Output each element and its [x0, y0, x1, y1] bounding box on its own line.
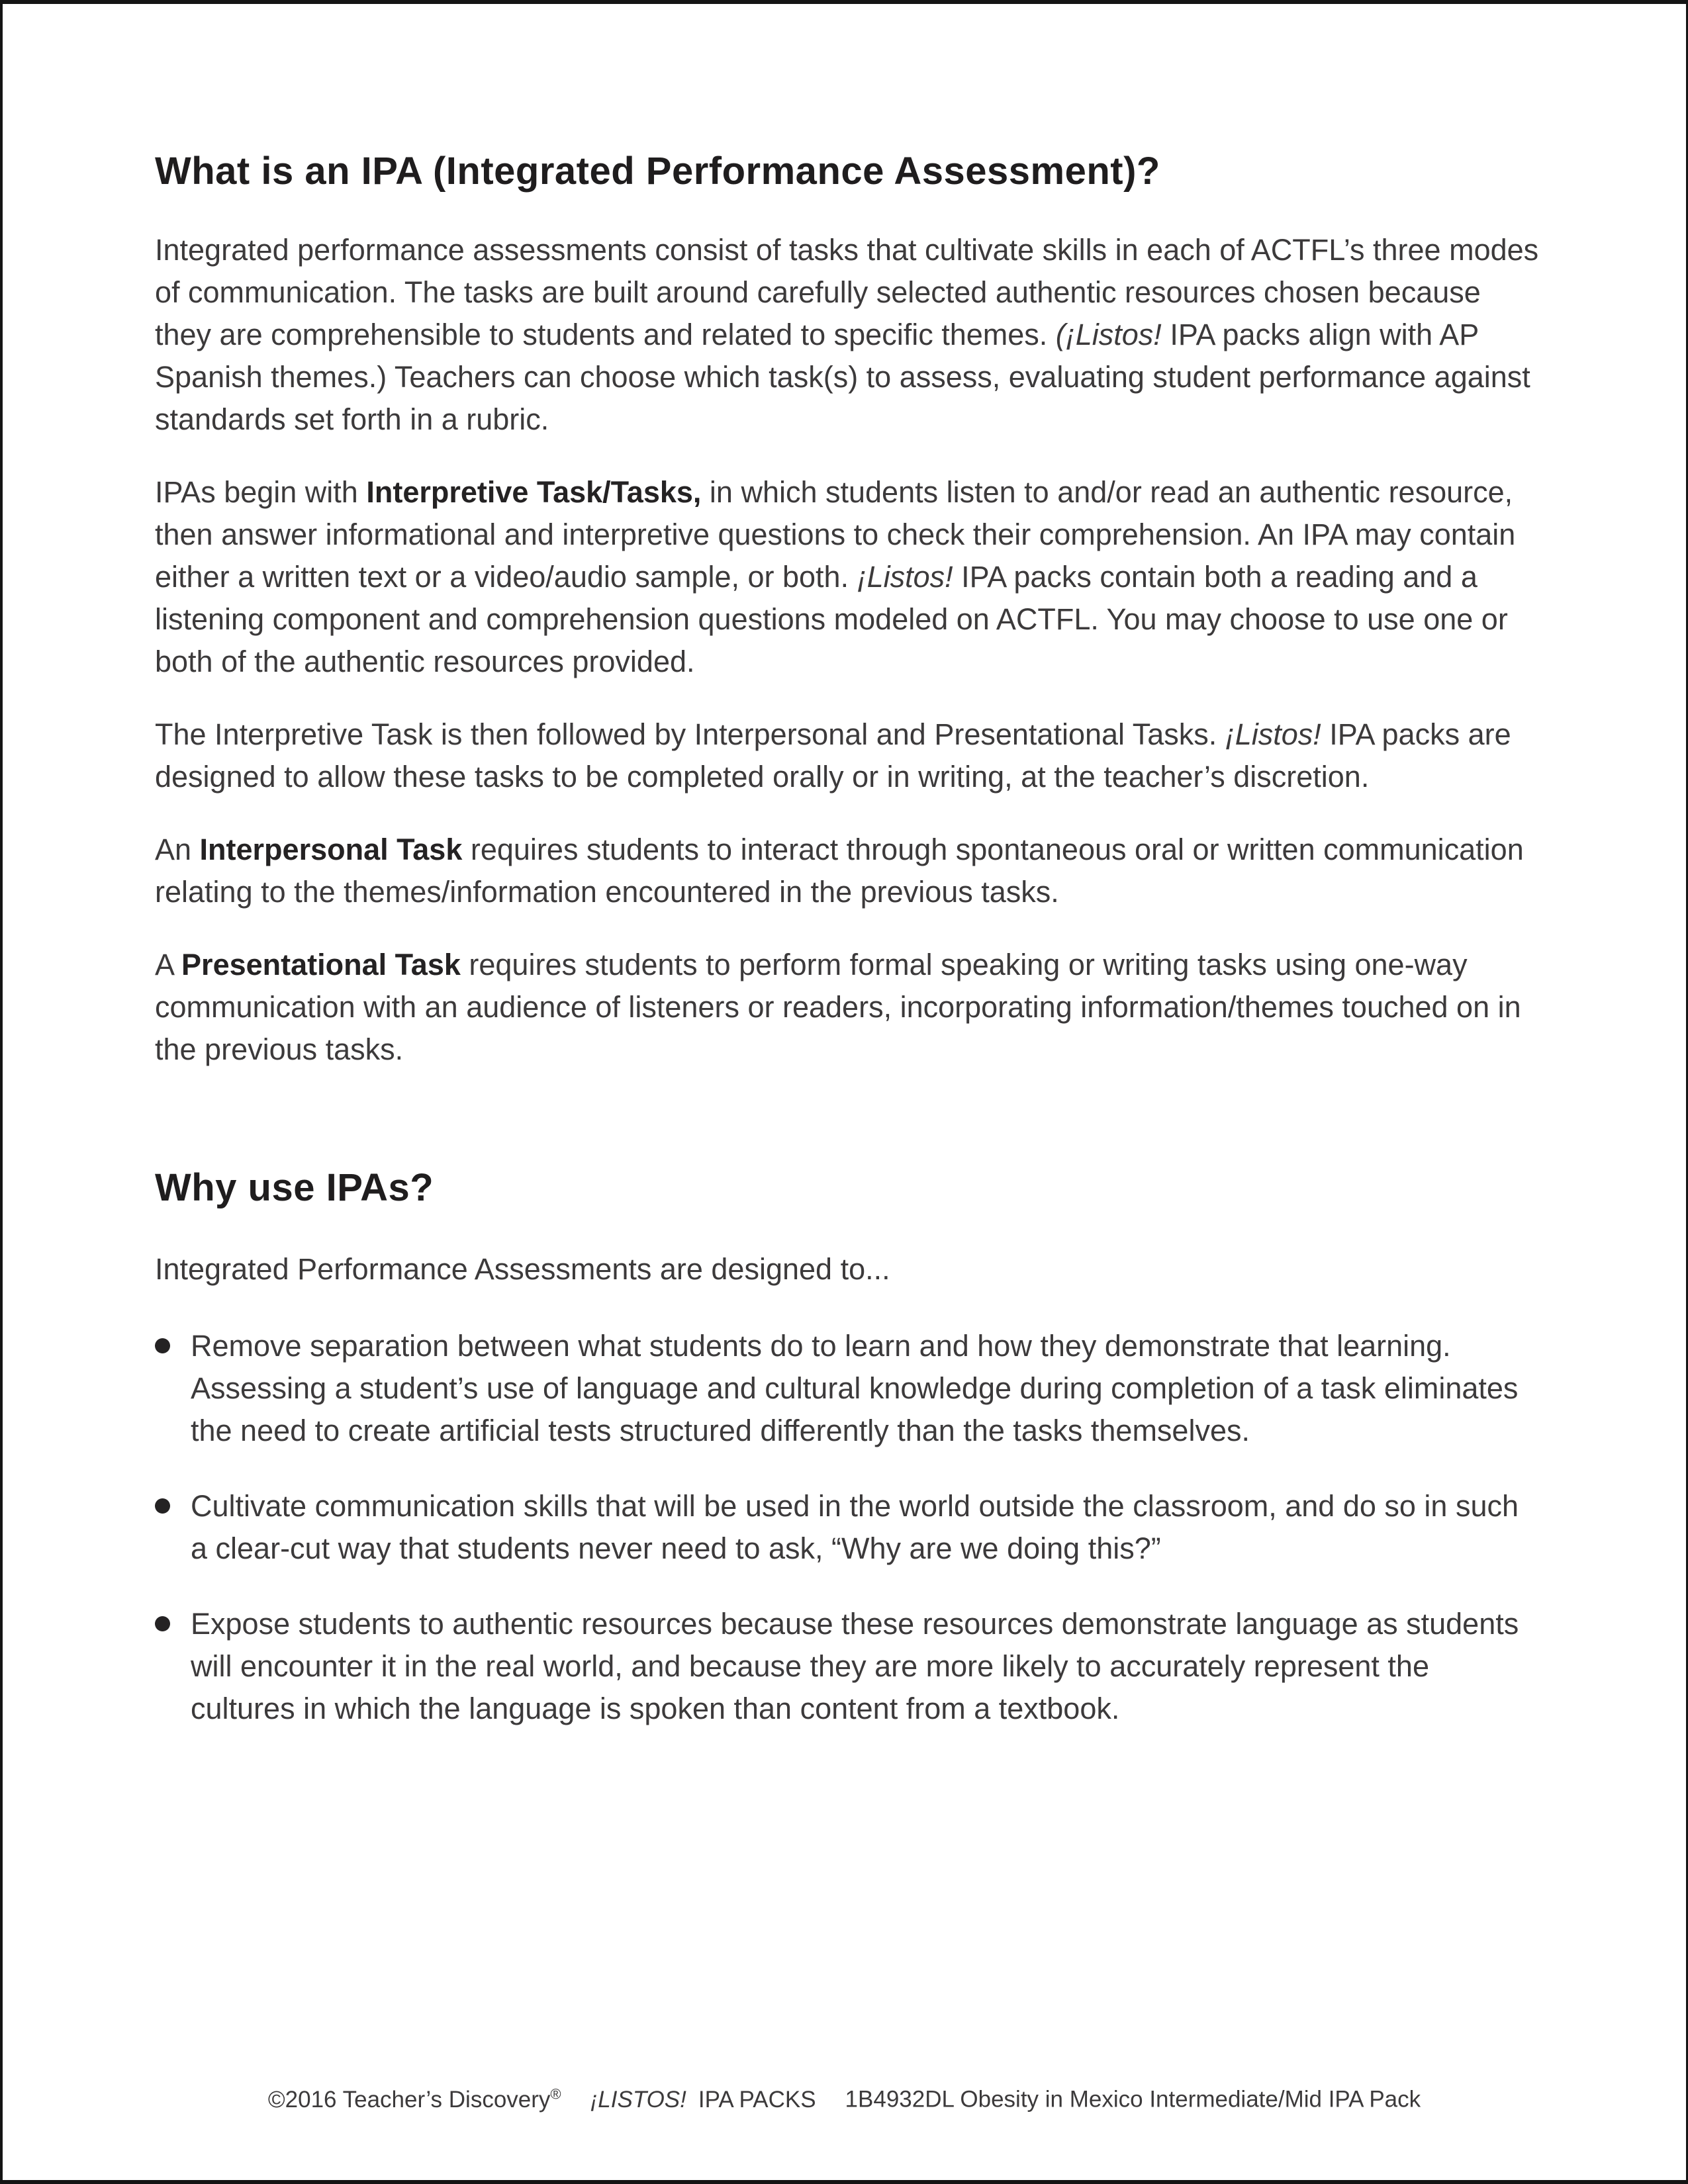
copyright-text: ©2016 Teacher’s Discovery	[267, 2086, 551, 2113]
bullet-remove-separation	[155, 1325, 1540, 1452]
paragraph-interpersonal-task	[155, 829, 1540, 913]
footer-product-code: 1B4932DL Obesity in Mexico Intermediate/Mid IPA Pack	[845, 2086, 1421, 2113]
footer-brand	[590, 2087, 816, 2113]
bullet-dot-icon	[155, 1338, 170, 1353]
why-bullet-list	[155, 1325, 1540, 1730]
text-run-bold-presentational-task: Presentational Task	[181, 948, 461, 981]
bullet-text: Expose students to authentic resources because these resources demonstrate language as students will encounter it in the real world, and because they are more likely to accurately represent the cultures in which the language is spoken than content from a textbook.	[191, 1607, 1519, 1725]
paragraph-presentational-task	[155, 944, 1540, 1071]
bullet-expose-authentic-resources	[155, 1603, 1540, 1730]
paragraph-interpretive-task	[155, 471, 1540, 683]
text-run: requires students to interact through spontaneous oral or written communication relating to the themes/information encountered in the previous tasks.	[155, 833, 1524, 909]
text-run-italic-listos: ¡Listos!	[857, 560, 953, 594]
text-run: IPAs begin with	[155, 475, 367, 509]
bullet-cultivate-communication	[155, 1485, 1540, 1570]
text-run-bold-interpretive-task: Interpretive Task/Tasks,	[366, 475, 702, 509]
page-footer	[3, 2079, 1686, 2115]
brand-name-italic: ¡LISTOS!	[590, 2086, 686, 2113]
paragraph-why-intro: Integrated Performance Assessments are designed to...	[155, 1252, 890, 1286]
paragraph-task-sequence	[155, 713, 1540, 798]
text-run: Integrated performance assessments consist of tasks that cultivate skills in each of ACTFL’s three modes of communication. The tasks are built around carefully selected authentic resources chosen because they are comprehensible to students and related to specific themes.	[155, 233, 1539, 351]
text-run: in which students listen to and/or read an authentic resource, then answer informational and interpretive questions to check their comprehension. An IPA may contain either a written text or a video/audio sample, or both.	[155, 475, 1516, 594]
text-run-italic-listos: (¡Listos!	[1055, 318, 1162, 351]
text-run: An	[155, 833, 200, 866]
bullet-dot-icon	[155, 1616, 170, 1631]
bullet-text: Cultivate communication skills that will be used in the world outside the classroom, and do so in such a clear-cut way that students never need to ask, “Why are we doing this?”	[191, 1489, 1519, 1565]
text-run-bold-interpersonal-task: Interpersonal Task	[199, 833, 463, 866]
text-run: requires students to perform formal speaking or writing tasks using one-way communication with an audience of listeners or readers, incorporating information/themes touched on in the previous tasks.	[155, 948, 1521, 1066]
registered-trademark-icon: ®	[550, 2085, 561, 2102]
text-run: IPA packs align with AP Spanish themes.) Teachers can choose which task(s) to assess, evaluating student performance against standards set forth in a rubric.	[155, 318, 1530, 436]
text-run: IPA packs are designed to allow these tasks to be completed orally or in writing, at the teacher’s discretion.	[155, 717, 1511, 794]
text-run: The Interpretive Task is then followed by Interpersonal and Presentational Tasks.	[155, 717, 1225, 751]
heading-why-use-ipas: Why use IPAs?	[155, 1166, 434, 1209]
text-run: IPA packs contain both a reading and a listening component and comprehension questions modeled on ACTFL. You may choose to use one or both of the authentic resources provided.	[155, 560, 1508, 678]
heading-what-is-an-ipa: What is an IPA (Integrated Performance Assessment)?	[155, 150, 1160, 193]
text-run: A	[155, 948, 182, 981]
text-run-italic-listos: ¡Listos!	[1225, 717, 1321, 751]
bullet-dot-icon	[155, 1498, 170, 1514]
brand-suffix: IPA PACKS	[698, 2086, 816, 2113]
bullet-text: Remove separation between what students do to learn and how they demonstrate that learning. Assessing a student’s use of language and cultural knowledge during completion of a task eliminates the need to create artificial tests structured differently than the tasks themselves.	[191, 1329, 1519, 1447]
paragraph-ipa-overview	[155, 229, 1540, 441]
footer-copyright	[268, 2087, 561, 2113]
page-content	[155, 148, 1540, 1763]
